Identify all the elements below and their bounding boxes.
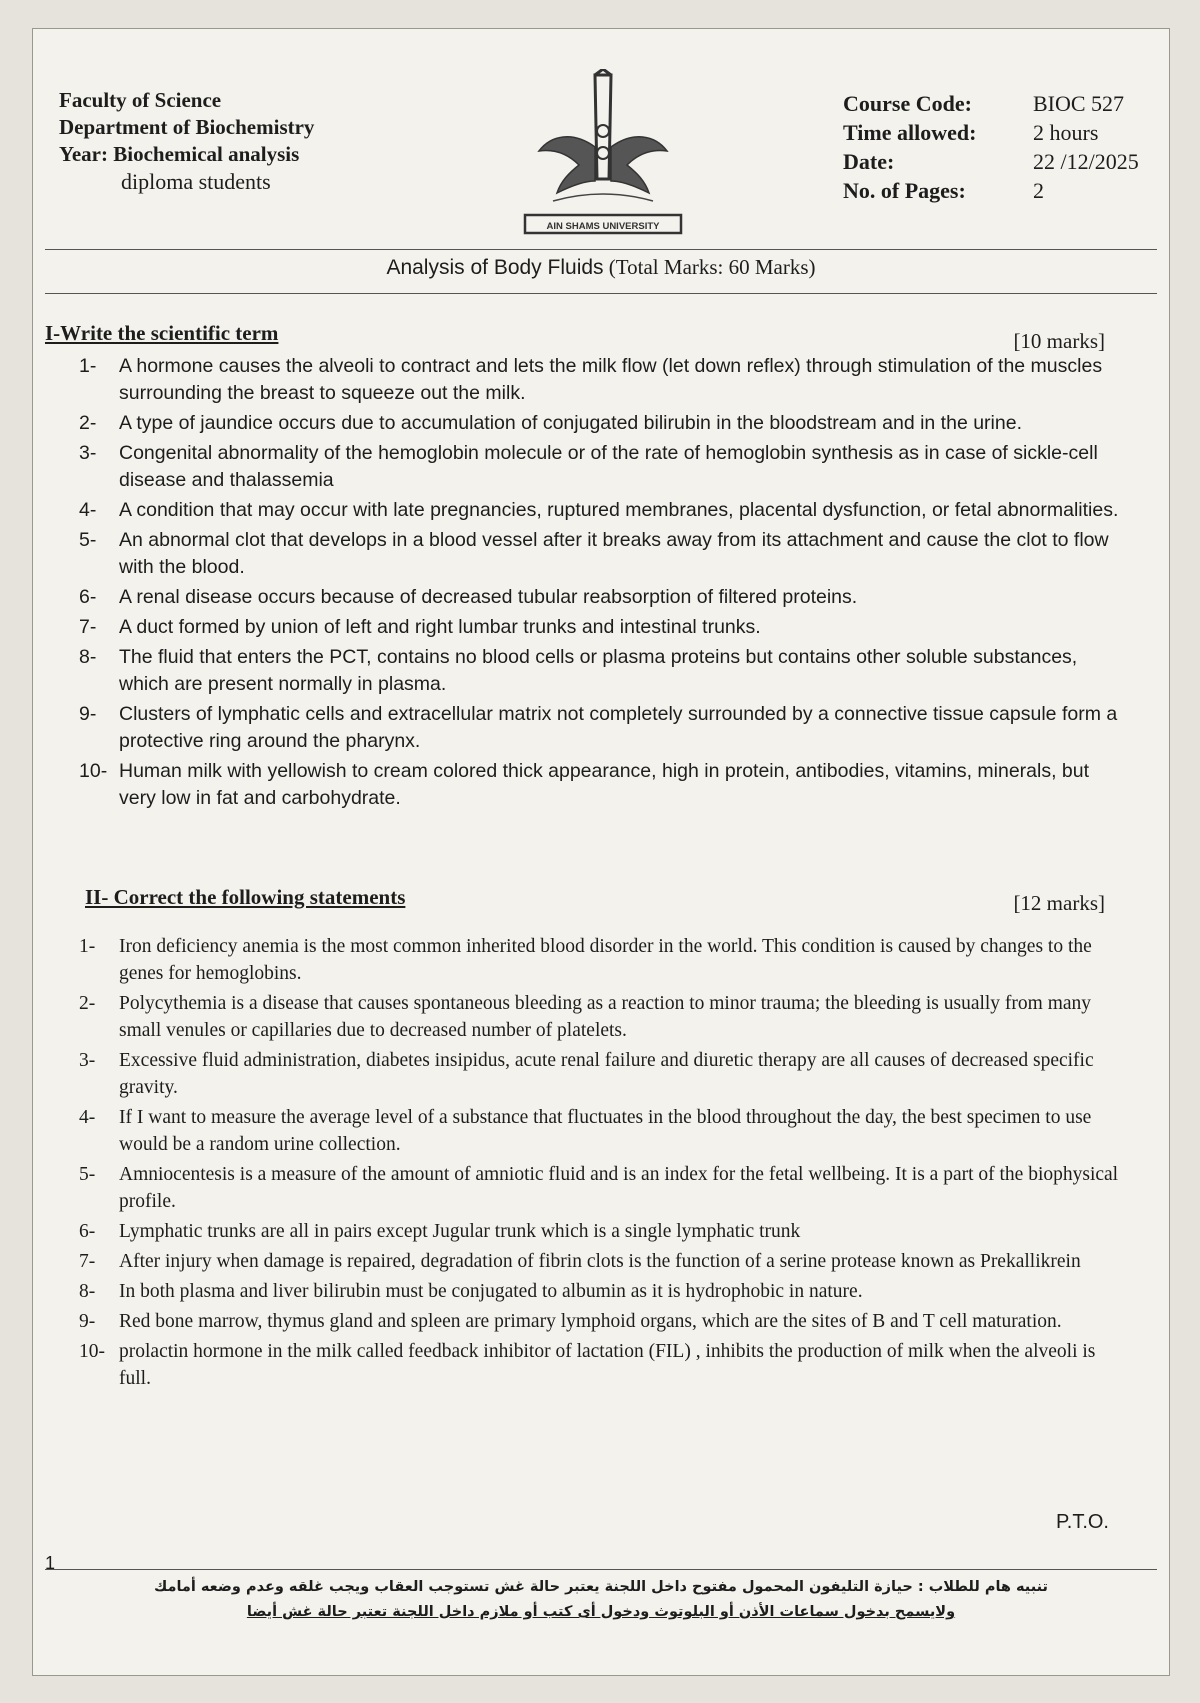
question-item [79, 1047, 1127, 1101]
question-number: 10- [79, 1341, 105, 1362]
question-text: In both plasma and liver bilirubin must be conjugated to albumin as it is hydrophobic in nature. [119, 1281, 863, 1302]
question-number: 2- [79, 993, 96, 1014]
header-left [59, 87, 314, 195]
question-text: Human milk with yellowish to cream colored thick appearance, high in protein, antibodies, vitamins, minerals, but very low in fat and carbohydrate. [119, 760, 1090, 809]
header-divider-top [45, 249, 1157, 250]
section2-list [79, 933, 1127, 1395]
question-text: Congenital abnormality of the hemoglobin molecule or of the rate of hemoglobin synthesis as in case of sickle-cell disease and thalassemia [119, 442, 1098, 491]
question-text: A duct formed by union of left and right lumbar trunks and intestinal trunks. [119, 616, 761, 638]
pages-label: No. of Pages: [843, 178, 966, 203]
section1-list [79, 353, 1127, 815]
exam-title [33, 255, 1169, 280]
question-text: If I want to measure the average level of a substance that fluctuates in the blood throughout the day, the best specimen to use would be a random urine collection. [119, 1107, 1092, 1155]
footer-warning-line1: تنبيه هام للطلاب : حيازة التليفون المحمول مفتوح داخل اللجنة يعتبر حالة غش تستوجب العقاب ويجب غلقه وعدم وضعه أمامك [153, 1579, 1049, 1595]
question-number: 10- [79, 760, 108, 782]
pages-value: 2 [1033, 178, 1044, 203]
question-text: The fluid that enters the PCT, contains no blood cells or plasma proteins but contains other soluble substances, which are present normally in plasma. [119, 646, 1078, 695]
question-item [79, 1161, 1127, 1215]
question-text: A condition that may occur with late pregnancies, ruptured membranes, placental dysfunction, or fetal abnormalities. [119, 499, 1119, 521]
question-item [79, 990, 1127, 1044]
exam-title-text: Analysis of Body Fluids [386, 256, 604, 279]
year-label: Year: Biochemical analysis [59, 142, 300, 166]
question-text: Clusters of lymphatic cells and extracellular matrix not completely surrounded by a connective tissue capsule form a protective ring around the pharynx. [119, 703, 1118, 752]
question-number: 6- [79, 1221, 96, 1242]
question-item [79, 1278, 1127, 1305]
section1-heading: I-Write the scientific term [45, 321, 279, 345]
department-name: Department of Biochemistry [59, 115, 315, 139]
question-item [79, 933, 1127, 987]
date-label: Date: [843, 149, 895, 174]
question-number: 7- [79, 616, 97, 638]
section1-marks: [10 marks] [1013, 329, 1105, 353]
logo-text: AIN SHAMS UNIVERSITY [546, 221, 660, 232]
question-number: 8- [79, 1281, 96, 1302]
exam-total-marks: (Total Marks: 60 Marks) [608, 255, 816, 279]
header-right [843, 89, 1173, 205]
question-item [79, 1218, 1127, 1245]
question-item [79, 527, 1127, 581]
time-allowed-value: 2 hours [1033, 120, 1099, 145]
question-number: 3- [79, 442, 97, 464]
question-item [79, 497, 1127, 524]
question-item [79, 644, 1127, 698]
question-number: 6- [79, 586, 97, 608]
question-number: 9- [79, 703, 97, 725]
question-text: Excessive fluid administration, diabetes insipidus, acute renal failure and diuretic therapy are all causes of decreased specific gravity. [119, 1050, 1094, 1098]
exam-header [33, 29, 1169, 249]
page-number: 1 [45, 1553, 56, 1573]
question-item [79, 614, 1127, 641]
question-number: 4- [79, 1107, 96, 1128]
question-item [79, 1308, 1127, 1335]
faculty-name: Faculty of Science [59, 88, 222, 112]
time-allowed-label: Time allowed: [843, 120, 977, 145]
question-item [79, 353, 1127, 407]
question-number: 7- [79, 1251, 96, 1272]
question-text: Red bone marrow, thymus gland and spleen are primary lymphoid organs, which are the sites of B and T cell maturation. [119, 1311, 1062, 1332]
students-label: diploma students [121, 169, 271, 194]
question-text: An abnormal clot that develops in a blood vessel after it breaks away from its attachment and cause the clot to flow with the blood. [119, 529, 1109, 578]
question-text: A hormone causes the alveoli to contract and lets the milk flow (let down reflex) through stimulation of the muscles surrounding the breast to squeeze out the milk. [119, 355, 1103, 404]
question-number: 9- [79, 1311, 96, 1332]
question-text: Lymphatic trunks are all in pairs except Jugular trunk which is a single lymphatic trunk [119, 1221, 801, 1242]
date-value: 22 /12/2025 [1033, 149, 1139, 174]
footer-warning [123, 1575, 1079, 1625]
question-item [79, 1338, 1127, 1392]
question-number: 4- [79, 499, 97, 521]
please-turn-over: P.T.O. [1056, 1511, 1109, 1533]
question-text: Polycythemia is a disease that causes spontaneous bleeding as a reaction to minor trauma; the bleeding is usually from many small venules or capillaries due to decreased number of platelets. [119, 993, 1092, 1041]
section2-marks: [12 marks] [1013, 891, 1105, 915]
ain-shams-crest-icon [523, 69, 683, 239]
course-code-value: BIOC 527 [1033, 91, 1125, 116]
course-code-label: Course Code: [843, 91, 972, 116]
question-text: After injury when damage is repaired, degradation of fibrin clots is the function of a serine protease known as Prekallikrein [119, 1251, 1081, 1272]
question-item [79, 701, 1127, 755]
question-item [79, 410, 1127, 437]
question-text: prolactin hormone in the milk called feedback inhibitor of lactation (FIL) , inhibits the production of milk when the alveoli is full. [119, 1341, 1096, 1389]
question-number: 1- [79, 355, 97, 377]
question-item [79, 440, 1127, 494]
section2-heading: II- Correct the following statements [85, 885, 406, 909]
question-number: 2- [79, 412, 97, 434]
question-item [79, 1104, 1127, 1158]
question-number: 1- [79, 936, 96, 957]
question-number: 5- [79, 1164, 96, 1185]
question-number: 3- [79, 1050, 96, 1071]
question-item [79, 584, 1127, 611]
question-text: Iron deficiency anemia is the most common inherited blood disorder in the world. This condition is caused by changes to the genes for hemoglobins. [119, 936, 1092, 984]
question-item [79, 1248, 1127, 1275]
question-text: A type of jaundice occurs due to accumulation of conjugated bilirubin in the bloodstream and in the urine. [119, 412, 1022, 434]
question-text: A renal disease occurs because of decreased tubular reabsorption of filtered proteins. [119, 586, 858, 608]
footer-warning-line2: ولايسمح بدخول سماعات الأذن أو البلوتوث ودخول أى كتب أو ملازم داخل اللجنة تعتبر حالة غش أيضا [246, 1604, 956, 1620]
question-number: 5- [79, 529, 97, 551]
exam-paper [32, 28, 1170, 1676]
footer-divider [45, 1569, 1157, 1570]
question-number: 8- [79, 646, 97, 668]
question-text: Amniocentesis is a measure of the amount of amniotic fluid and is an index for the fetal wellbeing. It is a part of the biophysical profile. [119, 1164, 1119, 1212]
header-divider-bottom [45, 293, 1157, 294]
question-item [79, 758, 1127, 812]
